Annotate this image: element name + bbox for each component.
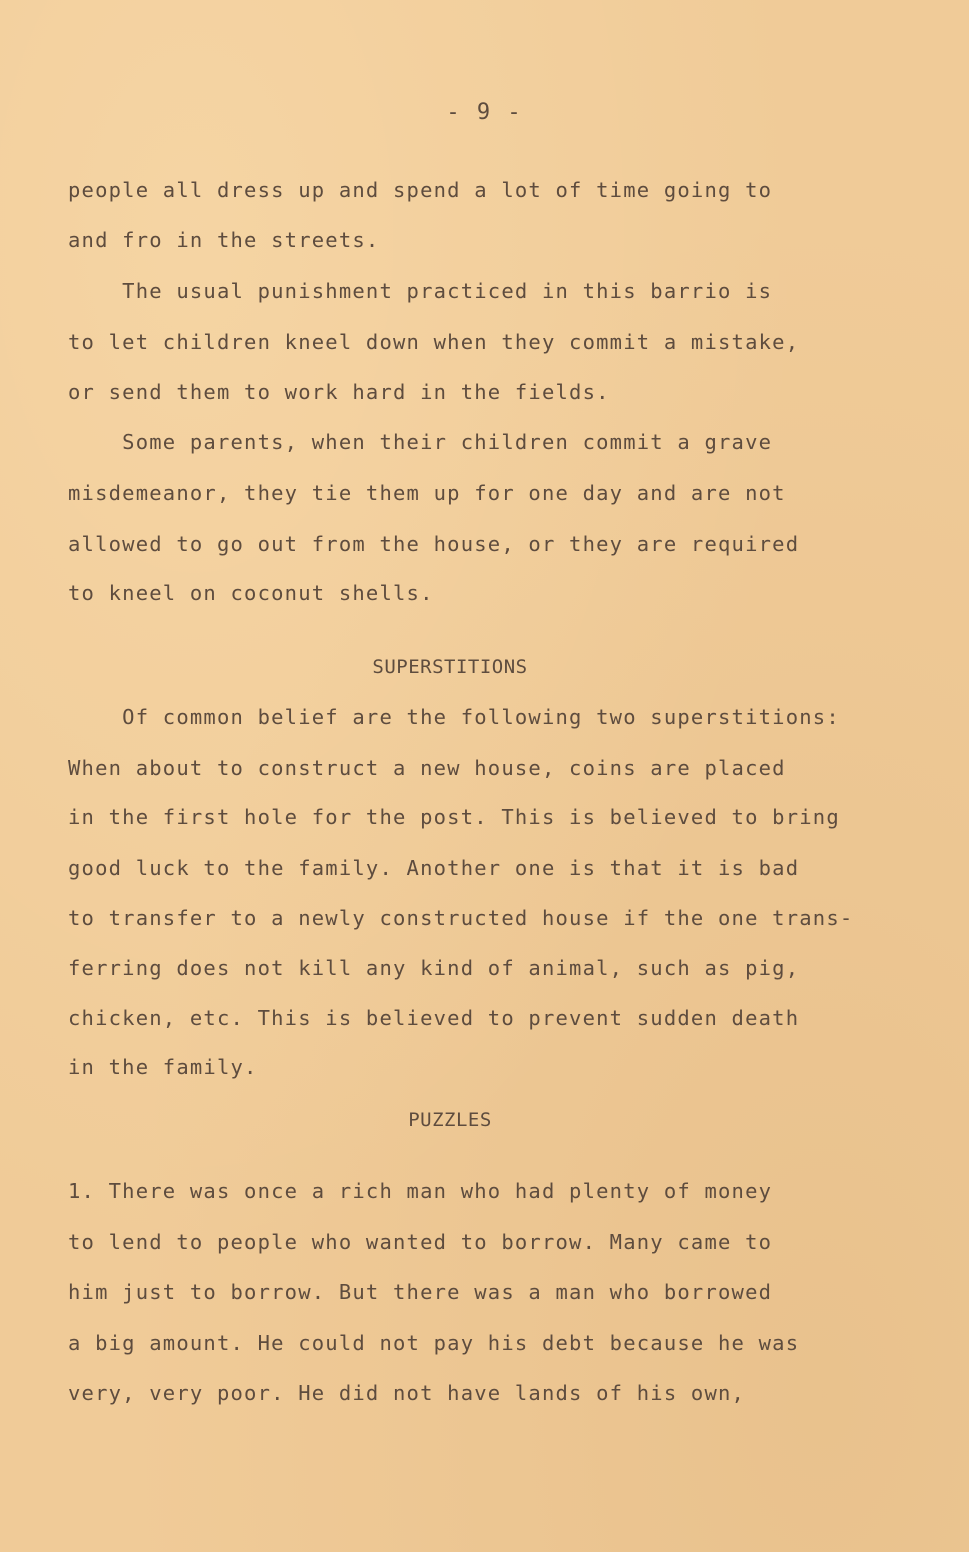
text-line: When about to construct a new house, coins are placed bbox=[68, 756, 786, 780]
text-line: in the first hole for the post. This is believed to bring bbox=[68, 805, 840, 829]
text-line: people all dress up and spend a lot of time going to bbox=[68, 178, 773, 202]
text-line: a big amount. He could not pay his debt because he was bbox=[68, 1331, 800, 1355]
text-line: to transfer to a newly constructed house if the one trans- bbox=[68, 906, 854, 930]
text-line: The usual punishment practiced in this barrio is bbox=[68, 279, 773, 303]
text-line: chicken, etc. This is believed to prevent sudden death bbox=[68, 1006, 800, 1030]
text-line: 1. There was once a rich man who had plenty of money bbox=[68, 1179, 773, 1203]
text-line: or send them to work hard in the fields. bbox=[68, 380, 610, 404]
section-heading-puzzles: PUZZLES bbox=[408, 1109, 492, 1131]
text-line: and fro in the streets. bbox=[68, 228, 380, 252]
page-number: - 9 - bbox=[446, 100, 523, 125]
text-line: ferring does not kill any kind of animal, such as pig, bbox=[68, 956, 800, 980]
text-line: misdemeanor, they tie them up for one day and are not bbox=[68, 481, 786, 505]
text-line: to let children kneel down when they commit a mistake, bbox=[68, 330, 800, 354]
section-heading-superstitions: SUPERSTITIONS bbox=[372, 656, 528, 678]
text-line: Of common belief are the following two superstitions: bbox=[68, 705, 840, 729]
text-line: very, very poor. He did not have lands of his own, bbox=[68, 1381, 746, 1405]
text-line: to lend to people who wanted to borrow. Many came to bbox=[68, 1230, 773, 1254]
text-line: to kneel on coconut shells. bbox=[68, 581, 434, 605]
text-line: good luck to the family. Another one is that it is bad bbox=[68, 856, 800, 880]
text-line: in the family. bbox=[68, 1055, 258, 1079]
text-line: allowed to go out from the house, or they are required bbox=[68, 532, 800, 556]
text-line: Some parents, when their children commit a grave bbox=[68, 430, 773, 454]
text-line: him just to borrow. But there was a man who borrowed bbox=[68, 1280, 773, 1304]
